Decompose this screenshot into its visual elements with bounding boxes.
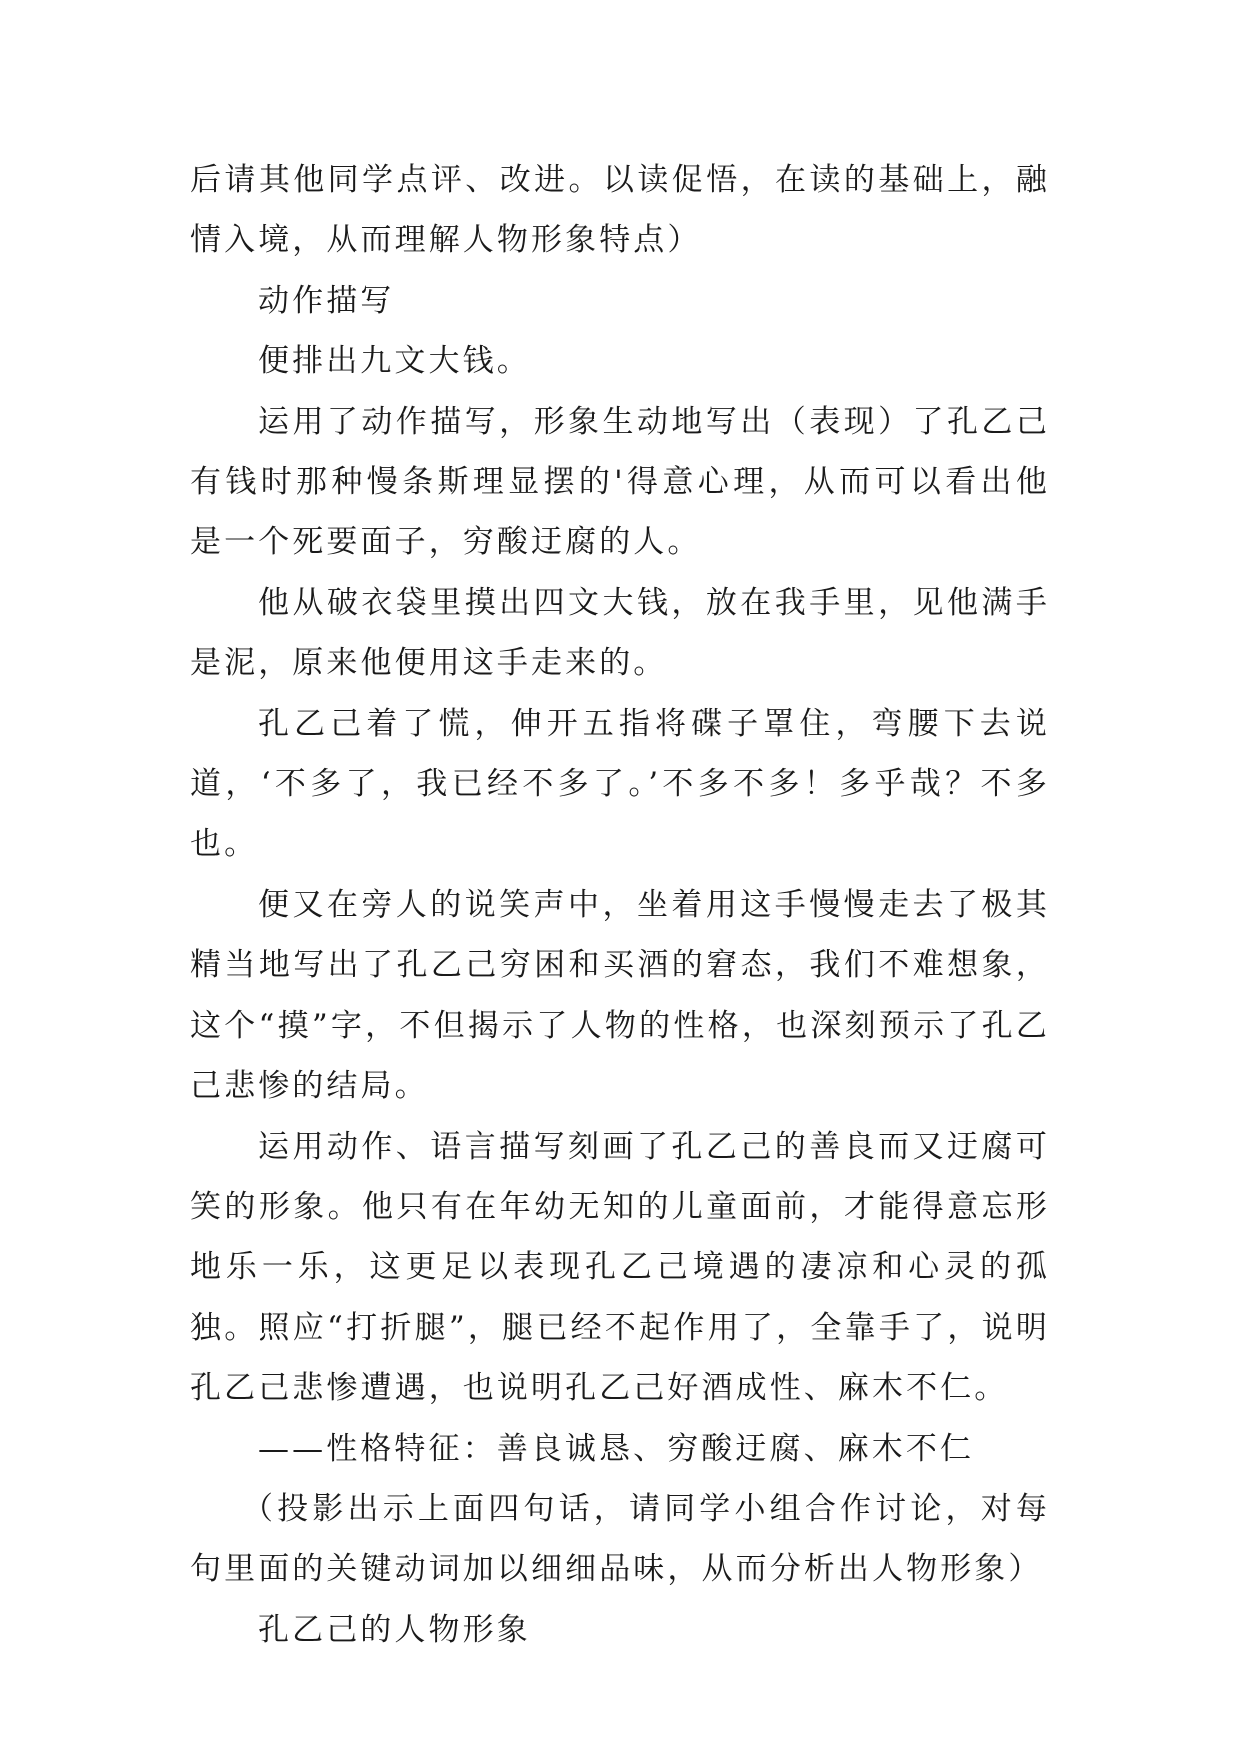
paragraph-5-quote: 他从破衣袋里摸出四文大钱，放在我手里，见他满手是泥，原来他便用这手走来的。 [190,584,1050,682]
paragraph-10-note: （投影出示上面四句话，请同学小组合作讨论，对每句里面的关键动词加以细细品味，从而分析出人物形象） [190,1490,1050,1588]
paragraph-7: 便又在旁人的说笑声中，坐着用这手慢慢走去了极其精当地写出了孔乙己穷困和买酒的窘态，我们不难想象，这个“摸”字，不但揭示了人物的性格，也深刻预示了孔乙己悲惨的结局。 [190,886,1050,1105]
paragraph-1: 后请其他同学点评、改进。以读促悟，在读的基础上，融情入境，从而理解人物形象特点） [190,162,1050,259]
paragraph-9-traits: ——性格特征：善良诚恳、穷酸迂腐、麻木不仁 [258,1430,975,1467]
paragraph-4: 运用了动作描写，形象生动地写出（表现）了孔乙己有钱时那种慢条斯理显摆的'得意心理，从而可以看出他是一个死要面子，穷酸迂腐的人。 [190,403,1050,561]
paragraph-6-quote: 孔乙己着了慌，伸开五指将碟子罩住，弯腰下去说道，‘不多了，我已经不多了。’不多不多！多乎哉？不多也。 [190,705,1050,863]
paragraph-11-heading: 孔乙己的人物形象 [258,1611,531,1648]
document-page [190,150,1050,1660]
paragraph-8: 运用动作、语言描写刻画了孔乙己的善良而又迂腐可笑的形象。他只有在年幼无知的儿童面前，才能得意忘形地乐一乐，这更足以表现孔乙己境遇的凄凉和心灵的孤独。照应“打折腿”，腿已经不起作用了，全靠手了，说明孔乙己悲惨遭遇，也说明孔乙己好酒成性、麻木不仁。 [190,1128,1050,1407]
paragraph-3-quote: 便排出九文大钱。 [258,343,531,380]
paragraph-2-heading: 动作描写 [258,282,395,319]
